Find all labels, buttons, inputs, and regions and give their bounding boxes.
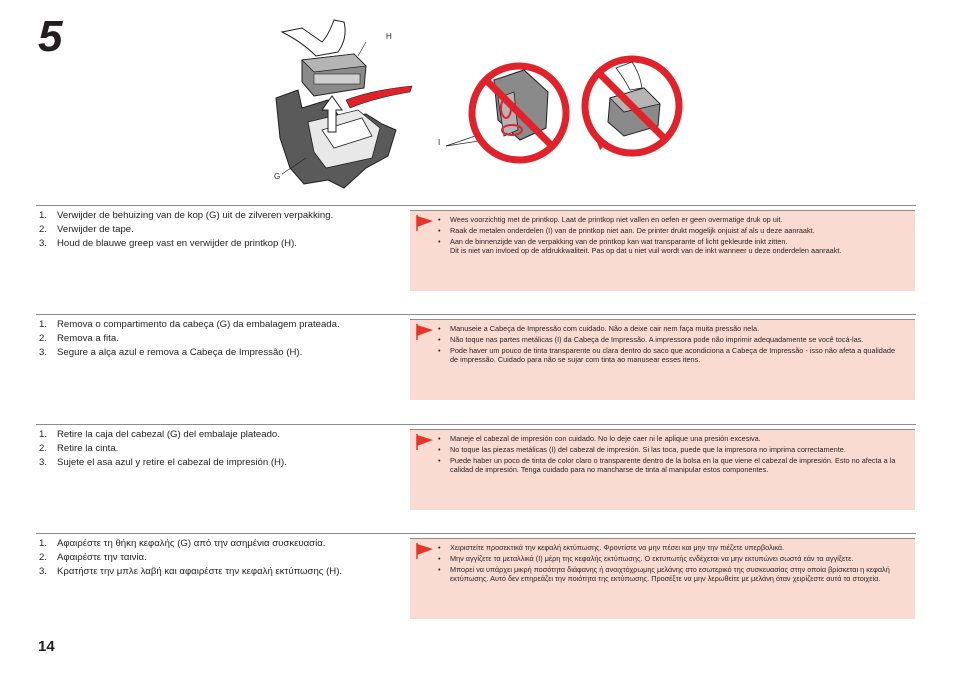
note-item: • Não toque nas partes metálicas (I) da Cabeça de Impressão. A impressora pode não imprimir adequadamente se você tocá-las. — [450, 335, 903, 344]
note-item: • No toque las piezas metálicas (I) del cabezal de impresión. Si las toca, puede que la impresora no imprima correctamente. — [450, 445, 903, 454]
caution-flag-icon — [416, 214, 434, 232]
section-greek — [36, 533, 916, 622]
step-item: 2. Αφαιρέστε την ταινία. — [39, 551, 147, 563]
note-item: • Pode haver um pouco de tinta transparente ou clara dentro do saco que acondiciona a Cabeça de Impressão - isso não afeta a qualidade de impressão. Cuidado para não se sujar com tinta ao manusear esses itens. — [450, 346, 903, 364]
caution-flag-icon — [416, 542, 434, 560]
page-number: 14 — [38, 638, 55, 655]
step-item: 3. Sujete el asa azul y retire el cabezal de impresión (H). — [39, 456, 287, 468]
note-item: • Puede haber un poco de tinta de color claro o transparente dentro de la bolsa en la que viene el cabezal de impresión. Esto no afecta a la calidad de impresión. Tenga cuidado para no mancharse de tinta al manipular estos componentes. — [450, 456, 903, 474]
note-item: • Μην αγγίζετε τα μεταλλικά (I) μέρη της κεφαλής εκτύπωσης. Ο εκτυπωτής ενδέχεται να μην εκτυπώνει σωστά εάν τα αγγίξετε. — [450, 554, 903, 563]
step-item: 1. Αφαιρέστε τη θήκη κεφαλής (G) από την ασημένια συσκευασία. — [39, 538, 326, 549]
step-item: 1. Remova o compartimento da cabeça (G) da embalagem prateada. — [39, 319, 340, 330]
step-list — [36, 538, 386, 579]
step-list — [36, 429, 386, 470]
label-g: G — [274, 172, 281, 181]
section-portuguese — [36, 314, 916, 403]
step-item: 3. Κρατήστε την μπλε λαβή και αφαιρέστε την κεφαλή εκτύπωσης (H). — [39, 565, 343, 577]
note-item: • Raak de metalen onderdelen (I) van de printkop niet aan. De printer drukt mogelijk onjuist af als u deze aanraakt. — [450, 226, 903, 235]
step-list — [36, 319, 386, 360]
step-item: 2. Remova a fita. — [39, 332, 119, 344]
note-item: • Wees voorzichtig met de printkop. Laat de printkop niet vallen en oefen er geen overmatige druk op uit. — [450, 215, 903, 224]
note-item: • Χειριστείτε προσεκτικά την κεφαλή εκτύπωσης. Φροντίστε να μην πέσει και μην την πιέζετε υπερβολικά. — [450, 543, 903, 552]
caution-flag-icon — [416, 323, 434, 341]
step-number: 5 — [38, 12, 62, 61]
caution-note — [410, 538, 915, 619]
step-item: 3. Houd de blauwe greep vast en verwijder de printkop (H). — [39, 237, 297, 249]
step-item: 2. Verwijder de tape. — [39, 223, 134, 235]
note-item: • Aan de binnenzijde van de verpakking van de printkop kan wat transparante of licht gekleurde inkt zitten. Dit is niet van invloed op de afdrukkwaliteit. Pas op dat u niet vuil wordt van de inkt wanneer u deze onderdelen aanraakt. — [450, 237, 903, 255]
note-item: • Maneje el cabezal de impresión con cuidado. No lo deje caer ni le aplique una presión excesiva. — [450, 434, 903, 443]
section-dutch — [36, 205, 916, 294]
step-item: 1. Verwijder de behuizing van de kop (G) uit de zilveren verpakking. — [39, 210, 334, 221]
step-item: 3. Segure a alça azul e remova a Cabeça de Impressão (H). — [39, 346, 303, 358]
caution-note — [410, 319, 915, 400]
caution-note — [410, 429, 915, 510]
step-list — [36, 210, 386, 251]
step-item: 1. Retire la caja del cabezal (G) del embalaje plateado. — [39, 429, 280, 440]
prohibit-drop-icon — [585, 59, 679, 153]
note-item: • Manuseie a Cabeça de Impressão com cuidado. Não a deixe cair nem faça muita pressão nela. — [450, 324, 903, 333]
note-item: • Μπορεί να υπάρχει μικρή ποσότητα διάφανης ή ανοιχτόχρωμης μελάνης στο εσωτερικό της συσκευασίας στην οποία βρίσκεται η κεφαλή εκτύπωσης. Αυτό δεν επηρεάζει την ποιότητα της εκτύπωσης. Προσέξτε να μην λερωθείτε με μελάνη όταν χειρίζεστε αυτά τα στοιχεία. — [450, 565, 903, 583]
step-item: 2. Retire la cinta. — [39, 442, 119, 454]
illustration — [262, 18, 692, 190]
caution-flag-icon — [416, 433, 434, 451]
caution-note — [410, 210, 915, 291]
prohibit-touch-metal-icon — [472, 66, 566, 160]
label-h: H — [386, 32, 392, 41]
print-head-removal-illustration — [262, 18, 692, 190]
label-i: I — [438, 138, 441, 147]
section-spanish — [36, 424, 916, 513]
